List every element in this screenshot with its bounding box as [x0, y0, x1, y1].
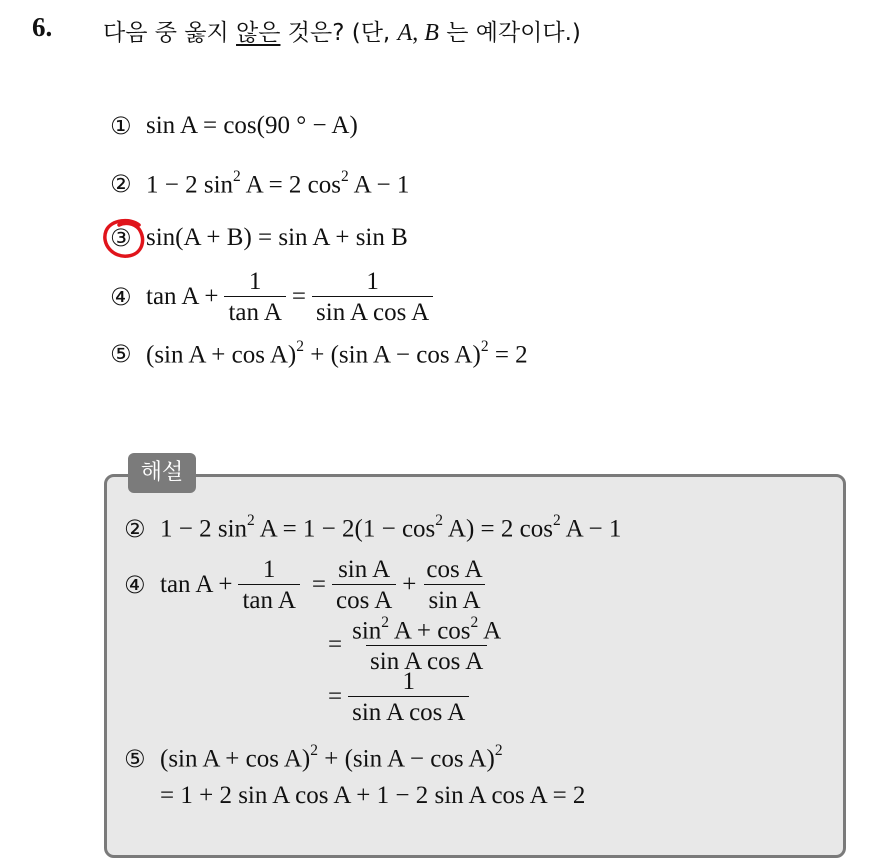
choice-3[interactable] — [110, 224, 408, 252]
choice-5-expr: (sin A + cos A)$^2$ + (sin A − cos A)$^2$ = 2 — [146, 338, 528, 369]
comma: , — [412, 20, 425, 46]
choice-2-mark: ② — [110, 169, 132, 198]
choice-4-equals: = — [291, 283, 307, 310]
solution-line-4b: = $\frac{\sin^2 A + \cos^2 A}{\text{sin A cos A}}$ — [328, 614, 511, 676]
answer-circle-mark — [101, 217, 149, 261]
question-middle: 것은? (단, — [280, 20, 398, 46]
question-prefix: 다음 중 옳지 — [103, 20, 237, 46]
var-b: B — [424, 20, 439, 46]
var-a: A — [397, 20, 413, 46]
choice-1[interactable] — [110, 112, 358, 140]
sol-frac-sum-squares: $\frac{\sin^2 A + \cos^2 A}{\text{sin A cos A}}$ — [352, 614, 502, 676]
sol-frac-1-over-tan: $\frac{1}{\text{tan A}}$ — [238, 556, 299, 614]
choice-2[interactable] — [110, 168, 409, 200]
sol-frac-sin-over-cos: $\frac{\text{sin A}}{\text{cos A}}$ — [332, 556, 396, 614]
solution-line-5: ⑤ (sin A + cos A)$^2$ + (sin A − cos A)$^2$ — [124, 742, 503, 773]
question-underlined-word: 않은 — [236, 20, 281, 46]
choice-2-expr: 1 − 2 $\sin^2 A = 2$ $\cos^2 A - 1$ — [146, 168, 410, 199]
question-text — [103, 14, 581, 47]
sol-frac-cos-over-sin: $\frac{\text{cos A}}{\text{sin A}}$ — [426, 556, 483, 614]
solution-line-5b: = 1 + 2 sin A cos A + 1 − 2 sin A cos A = 2 — [160, 782, 586, 809]
choice-5-mark: ⑤ — [110, 339, 132, 368]
choice-3-mark: ③ — [110, 224, 132, 252]
choice-4-fraction-1: $\frac{1}{\text{tan A}}$ — [224, 268, 285, 326]
choice-1-expr: sin A = cos(90 ° − A) — [146, 112, 358, 139]
choice-4-lhs: tan A + — [146, 283, 219, 310]
choice-1-mark: ① — [110, 112, 132, 140]
choice-3-expr: sin(A + B) = sin A + sin B — [146, 224, 408, 251]
solution-line-4: ④ tan A + $\frac{1}{\text{tan A}}$ = $\frac{\text{sin A}}{\text{cos A}}$ + $\frac{\text{cos A}}{\text{sin A}}$ — [124, 556, 493, 614]
choice-5[interactable] — [110, 338, 528, 370]
choice-4[interactable] — [110, 268, 439, 326]
choice-4-mark: ④ — [110, 283, 132, 311]
question-number: 6. — [32, 12, 53, 42]
solution-tag: 해설 — [128, 453, 196, 493]
sol-frac-result: $\frac{1}{\text{sin A cos A}}$ — [348, 668, 469, 726]
choice-4-fraction-2: $\frac{1}{\text{sin A cos A}}$ — [312, 268, 433, 326]
solution-line-2: ② 1 − 2 $\sin^2 A = 1 - 2(1 - \cos^2 A) = 2$ $\cos^2 A - 1$ — [124, 512, 622, 543]
solution-line-4c: = $\frac{1}{\text{sin A cos A}}$ — [328, 668, 475, 726]
question-suffix: 는 예각이다.) — [438, 20, 581, 46]
